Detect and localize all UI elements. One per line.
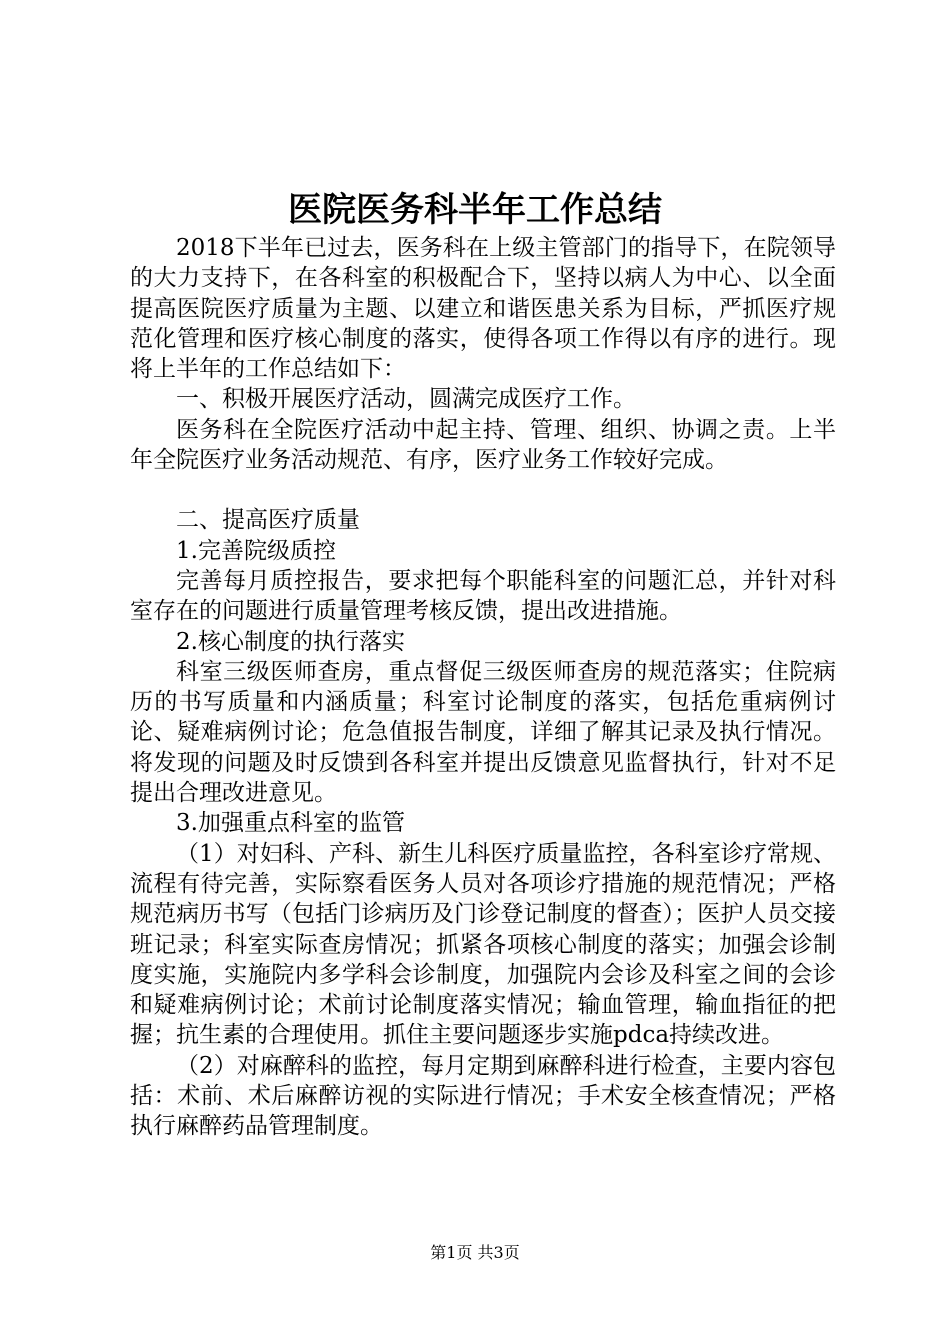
subheading-2-3: 3.加强重点科室的监管 bbox=[176, 810, 405, 837]
blank-line bbox=[130, 475, 836, 505]
paragraph-2-2: 科室三级医师查房，重点督促三级医师查房的规范落实；住院病历的书写质量和内涵质量；科室讨论制度的落实，包括危重病例讨论、疑难病例讨论；危急值报告制度，详细了解其记录及执行情况。将发现的问题及时反馈到各科室并提出反馈意见监督执行，针对不足提出合理改进意见。 bbox=[130, 658, 836, 807]
section-heading-2: 二、提高医疗质量 bbox=[176, 507, 360, 534]
document-body bbox=[130, 233, 836, 1142]
document-title: 医院医务科半年工作总结 bbox=[288, 190, 662, 230]
subheading-2-1: 1.完善院级质控 bbox=[176, 537, 336, 564]
paragraph-intro: 2018下半年已过去，医务科在上级主管部门的指导下，在院领导的大力支持下，在各科室的积极配合下，坚持以病人为中心、以全面提高医院医疗质量为主题、以建立和谐医患关系为目标，严抓医疗规范化管理和医疗核心制度的落实，使得各项工作得以有序的进行。现将上半年的工作总结如下： bbox=[130, 235, 836, 383]
paragraph-2-3-2: （2）对麻醉科的监控，每月定期到麻醉科进行检查，主要内容包括：术前、术后麻醉访视的实际进行情况；手术安全核查情况；严格执行麻醉药品管理制度。 bbox=[130, 1052, 836, 1140]
page-footer: 第1页 共3页 bbox=[430, 1243, 520, 1262]
paragraph-section-1: 医务科在全院医疗活动中起主持、管理、组织、协调之责。上半年全院医疗业务活动规范、有序，医疗业务工作较好完成。 bbox=[130, 416, 836, 474]
paragraph-2-3-1: （1）对妇科、产科、新生儿科医疗质量监控，各科室诊疗常规、流程有待完善，实际察看医务人员对各项诊疗措施的规范情况；严格规范病历书写（包括门诊病历及门诊登记制度的督查）；医护人员交接班记录；科室实际查房情况；抓紧各项核心制度的落实；加强会诊制度实施，实施院内多学科会诊制度，加强院内会诊及科室之间的会诊和疑难病例讨论；术前讨论制度落实情况；输血管理，输血指征的把握；抗生素的合理使用。抓住主要问题逐步实施pdca持续改进。 bbox=[130, 840, 836, 1049]
paragraph-2-1: 完善每月质控报告，要求把每个职能科室的问题汇总，并针对科室存在的问题进行质量管理考核反馈，提出改进措施。 bbox=[130, 567, 836, 625]
section-heading-1: 一、积极开展医疗活动，圆满完成医疗工作。 bbox=[176, 386, 636, 413]
subheading-2-2: 2.核心制度的执行落实 bbox=[176, 628, 405, 655]
